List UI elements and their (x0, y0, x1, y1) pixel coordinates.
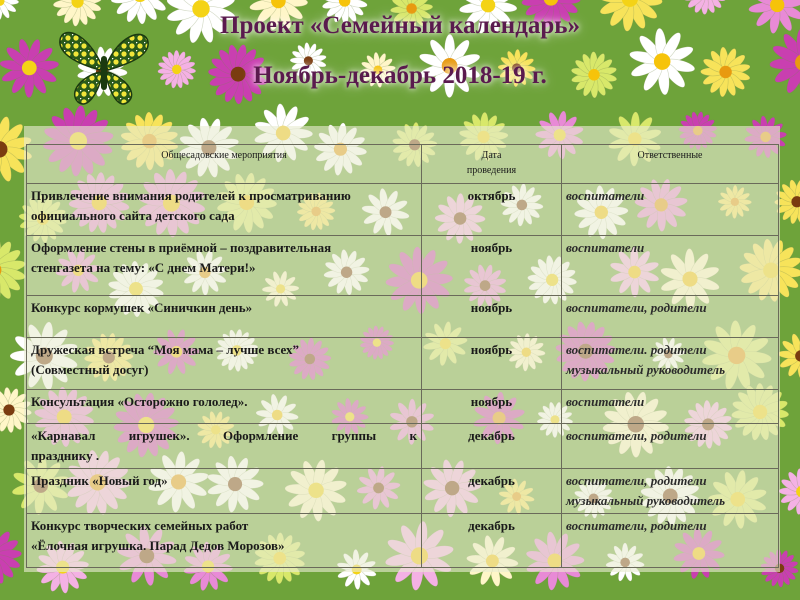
responsible-cell: воспитатели (562, 236, 779, 296)
daisy-flower (0, 237, 26, 303)
table-row (27, 296, 779, 338)
header-responsible: Ответственные (562, 145, 779, 184)
date-cell: октябрь (422, 184, 562, 236)
responsible-cell: воспитатели, родители (562, 424, 779, 469)
event-cell: Консультация «Осторожно гололед». (27, 390, 422, 424)
date-cell: ноябрь (422, 236, 562, 296)
event-cell: «Карнавал игрушек». Оформление группы к празднику . (27, 424, 422, 469)
daisy-flower (779, 468, 800, 515)
date-cell: ноябрь (422, 338, 562, 390)
page-title: Проект «Семейный календарь» (220, 12, 580, 39)
event-cell: Дружеская встреча “Моя мама – лучше всех” (Совместный досуг) (27, 338, 422, 390)
responsible-cell: воспитатели, родители (562, 296, 779, 338)
date-cell: декабрь (422, 424, 562, 469)
table-row (27, 184, 779, 236)
responsible-cell: воспитатели. родители музыкальный руководитель (562, 338, 779, 390)
table-row (27, 390, 779, 424)
date-cell: декабрь (422, 469, 562, 514)
daisy-flower (0, 527, 22, 586)
event-cell: Оформление стены в приёмной – поздравительная стенгазета на тему: «С днем Матери!» (27, 236, 422, 296)
event-cell: Конкурс кормушек «Синичкин день» (27, 296, 422, 338)
table-row (27, 236, 779, 296)
header-date: Дата проведения (422, 145, 562, 184)
table-row (27, 469, 779, 514)
calendar-table (26, 144, 779, 568)
responsible-cell: воспитатели, родители музыкальный руководитель (562, 469, 779, 514)
date-cell: ноябрь (422, 390, 562, 424)
header-event: Общесадовские мероприятия (27, 145, 422, 184)
responsible-cell: воспитатели (562, 184, 779, 236)
event-cell: Конкурс творческих семейных работ «Ёлочная игрушка. Парад Дедов Морозов» (27, 514, 422, 568)
table-row (27, 424, 779, 469)
responsible-cell: воспитатели, родители (562, 514, 779, 568)
date-cell: декабрь (422, 514, 562, 568)
daisy-flower (777, 332, 800, 379)
event-cell: Привлечение внимания родителей к просматриванию официального сайта детского сада (27, 184, 422, 236)
table-row (27, 338, 779, 390)
table-header-row (27, 145, 779, 184)
date-cell: ноябрь (422, 296, 562, 338)
event-cell: Праздник «Новый год» (27, 469, 422, 514)
responsible-cell: воспитатели (562, 390, 779, 424)
table-row (27, 514, 779, 568)
page-subtitle: Ноябрь-декабрь 2018-19 г. (253, 62, 547, 89)
